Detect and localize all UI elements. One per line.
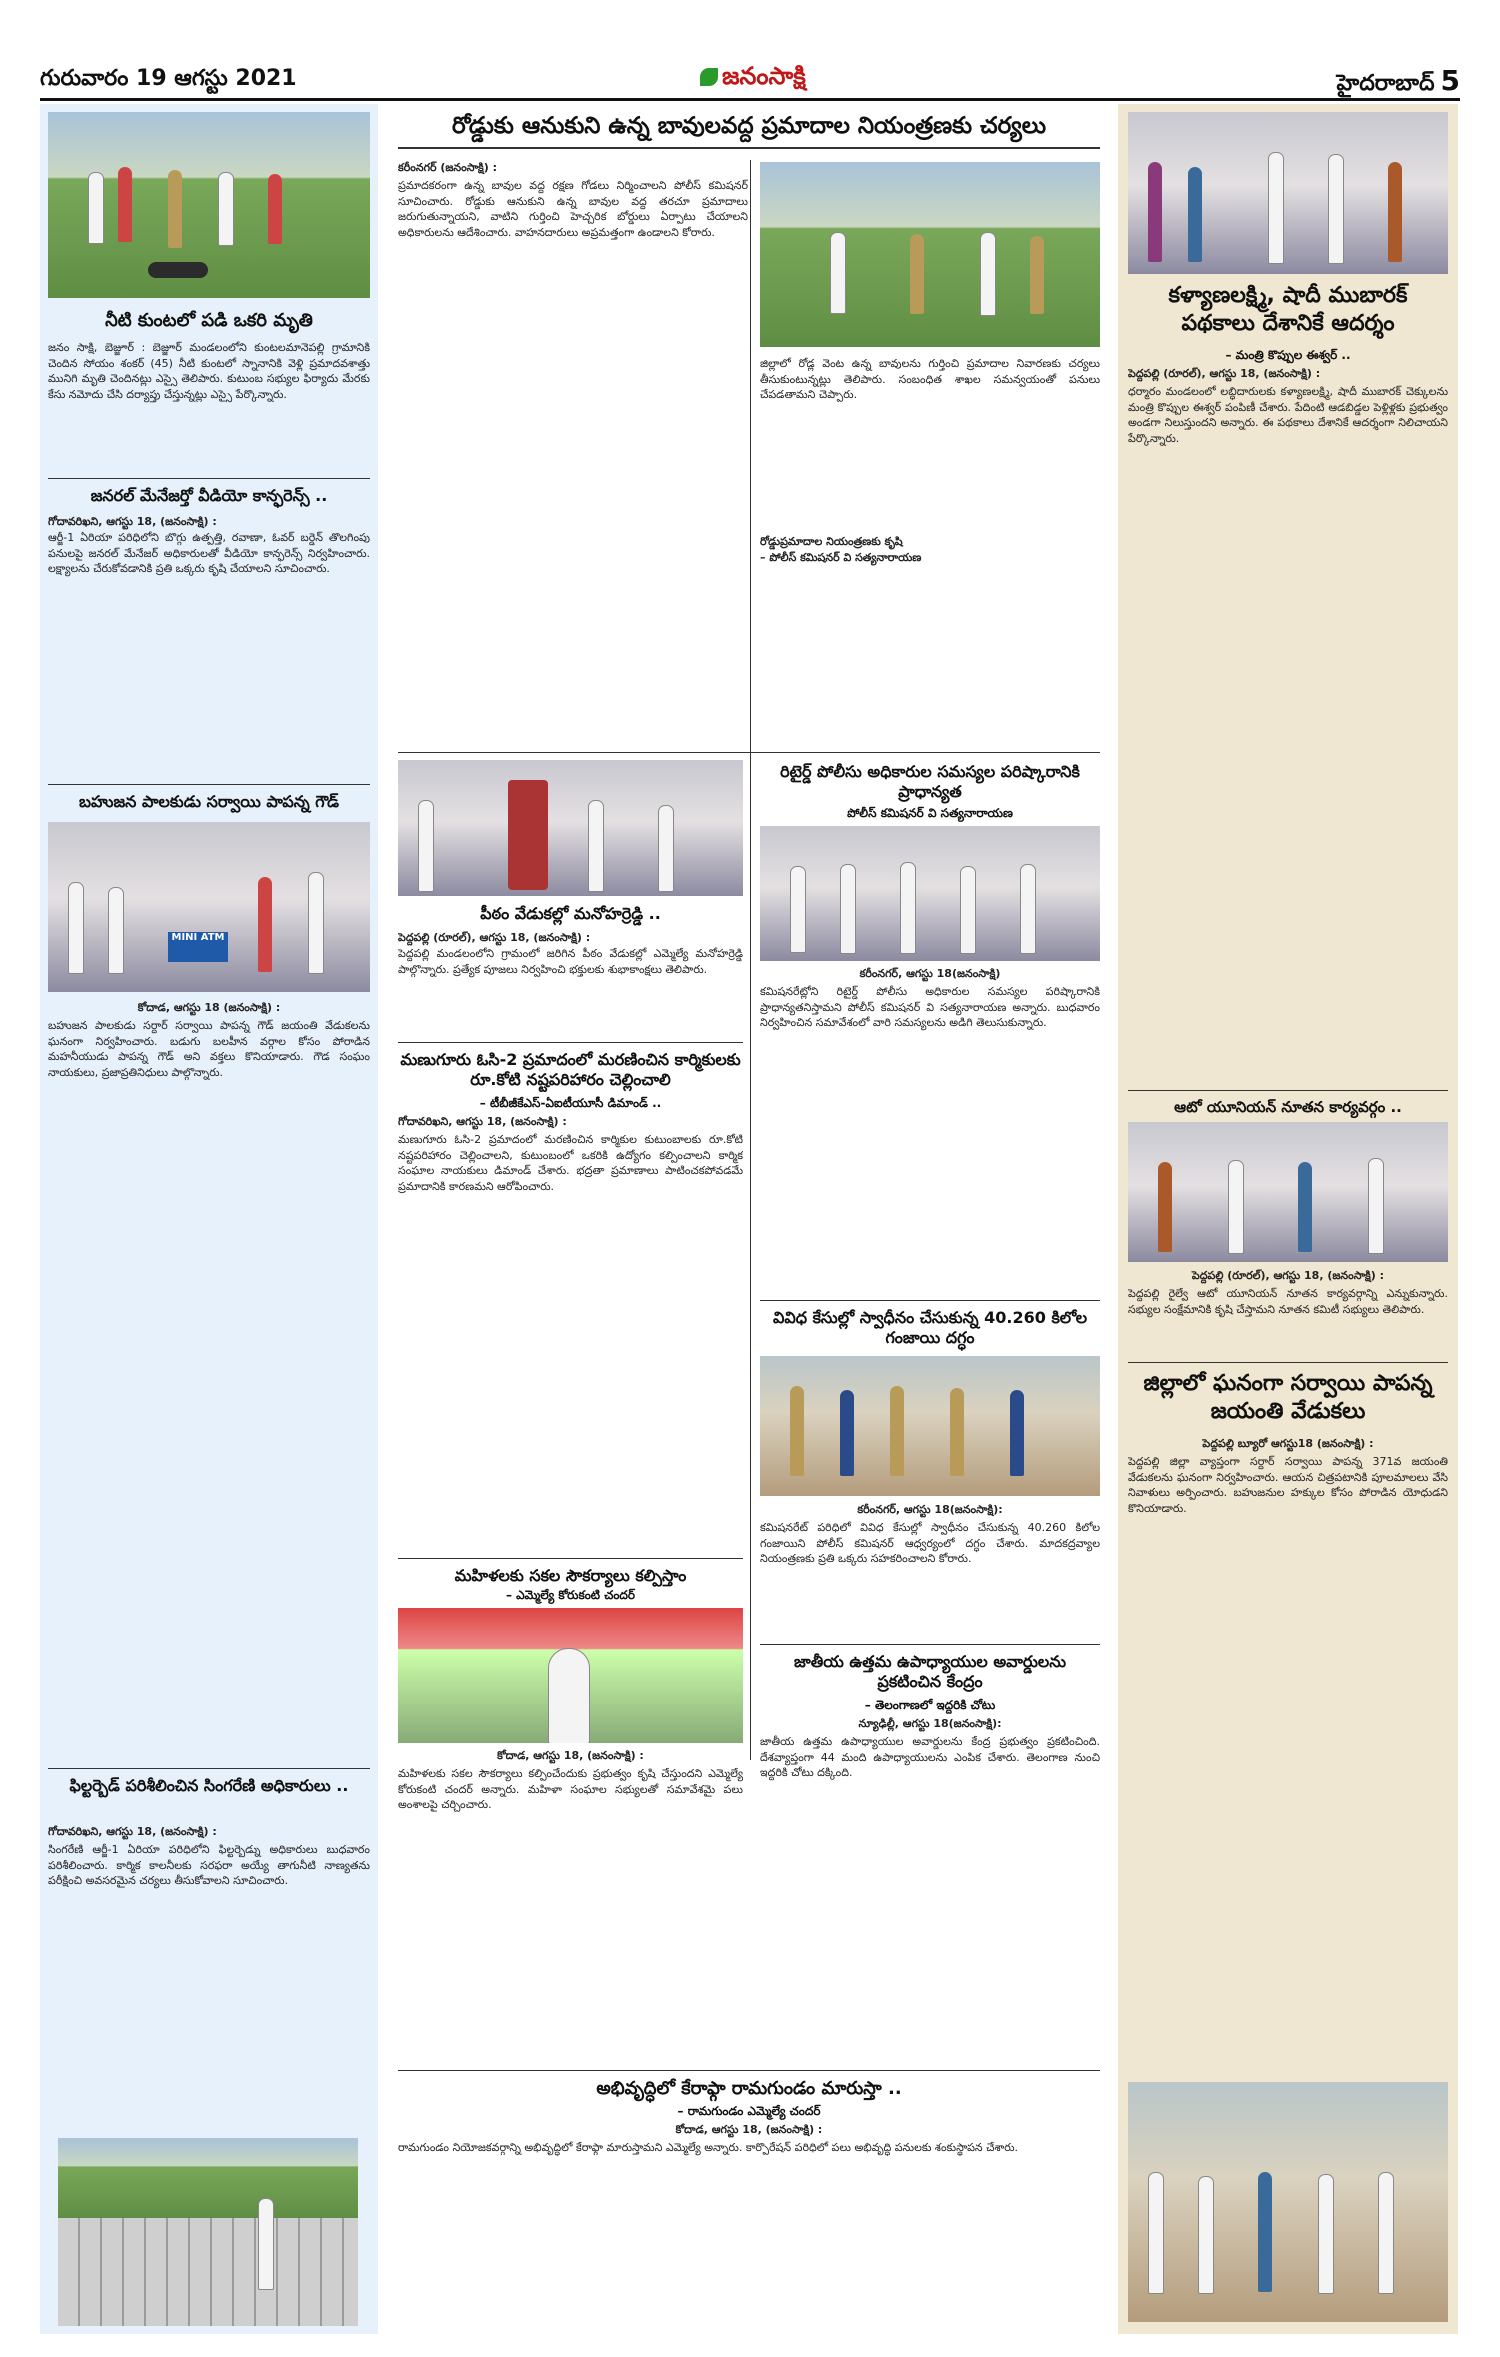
body-ganja: కమిషనరేట్ పరిధిలో వివిధ కేసుల్లో స్వాధీనం చేసుకున్న 40.260 కిలోల గంజాయిని పోలీస్ కమిషనర్ ఆధ్వర్యంలో దగ్ధం చేశారు. మాదకద్రవ్యాల నియంత్రణకు ప్రతి ఒక్కరు సహకరించాలని కోరారు. (760, 1521, 1100, 1565)
dateline-filterbed: గోదావరిఖని, ఆగస్టు 18, (జనంసాక్షి) : (48, 1825, 217, 1838)
dateline-papanna-kodad: కోదాడ, ఆగస్టు 18 (జనంసాక్షి) : (137, 1001, 281, 1014)
photo-mla-speech (398, 1608, 743, 1743)
body-lead-1: ప్రమాదకరంగా ఉన్న బావుల వద్ద రక్షణ గోడలు నిర్మించాలని పోలీస్ కమిషనర్ సూచించారు. రోడ్డుకు ఆనుకుని ఉన్న బావుల వద్ద తరచూ ప్రమాదాలు జరుగుతున్నాయని, వాటిని గుర్తించి హెచ్చరిక బోర్డులు ఏర్పాటు చేయాలని అధికారులను ఆదేశించారు. వాహనదారులు అప్రమత్తంగా ఉండాలని కోరారు. (398, 179, 748, 239)
mini-atm-sign: MINI ATM (168, 932, 228, 962)
headline-best-teachers: జాతీయ ఉత్తమ ఉపాధ్యాయుల అవార్డులను ప్రకటించిన కేంద్రం (793, 1652, 1067, 1691)
headline-video-conference: జనరల్ మేనేజర్తో వీడియో కాన్ఫరెన్స్ .. (90, 486, 328, 505)
photo-peeta-event (398, 760, 743, 896)
body-filterbed: సింగరేణి ఆర్జీ-1 ఏరియా పరిధిలోని ఫిల్టర్బెడ్ను అధికారులు బుధవారం పరిశీలించారు. కార్మిక కాలనీలకు సరఫరా అయ్యే తాగునీటి నాణ్యతను పరీక్షించి అవసరమైన చర్యలు తీసుకోవాలని సూచించారు. (48, 1843, 370, 1887)
photo-filterbed-bricks (58, 2138, 358, 2326)
edition-city: హైదరాబాద్ 5 (1336, 64, 1460, 97)
dateline-retired-police: కరీంనగర్, ఆగస్టు 18(జనంసాక్షి) (859, 967, 1001, 980)
headline-women-facilities: మహిళలకు సకల సౌకర్యాలు కల్పిస్తాం (454, 1566, 687, 1585)
body-auto-union: పెద్దపల్లి రైల్వే ఆటో యూనియన్ నూతన కార్యవర్గాన్ని ఎన్నుకున్నారు. సభ్యుల సంక్షేమానికి కృషి చేస్తామని నూతన కమిటీ సభ్యులు తెలిపారు. (1128, 1287, 1448, 1316)
center-column (398, 104, 1100, 2334)
body-manuguru-mine: మణుగూరు ఓసి-2 ప్రమాదంలో మరణించిన కార్మికుల కుటుంబాలకు రూ.కోటి నష్టపరిహారం చెల్లించాలని, కుటుంబంలో ఒకరికి ఉద్యోగం కల్పించాలని కార్మిక సంఘాల నాయకులు డిమాండ్ చేశారు. భద్రతా ప్రమాణాలు పాటించకపోవడమే ప్రమాదానికి కారణమని ఆరోపించారు. (398, 1133, 743, 1193)
dateline-video-conference: గోదావరిఖని, ఆగస్టు 18, (జనంసాక్షి) : (48, 515, 217, 528)
photo-ganja-burn (760, 1356, 1100, 1496)
headline-kalyanalakshmi: కళ్యాణలక్ష్మి, షాదీ ముబారక్ పథకాలు దేశానికే ఆదర్శం (1168, 283, 1408, 336)
dateline-ramagundam: కోదాడ, ఆగస్టు 18, (జనంసాక్షి) : (675, 2123, 823, 2136)
subhead-lead: రోడ్డుప్రమాదాల నియంత్రణకు కృషి (760, 535, 903, 548)
sub-retired-police: పోలీస్ కమిషనర్ వి సత్యనారాయణ (847, 806, 1013, 820)
photo-papanna-kodad (48, 822, 370, 992)
dateline-auto-union: పెద్దపల్లి (రూరల్), ఆగస్టు 18, (జనంసాక్షి) : (1191, 1269, 1385, 1282)
photo-auto-union (1128, 1122, 1448, 1262)
body-video-conference: ఆర్జీ-1 ఏరియా పరిధిలోని బొగ్గు ఉత్పత్తి, రవాణా, ఓవర్ బర్డెన్ తొలగింపు పనులపై జనరల్ మేనేజర్ అధికారులతో వీడియో కాన్ఫరెన్స్ నిర్వహించారు. లక్ష్యాలను చేరుకోవడానికి ప్రతి ఒక్కరు కృషి చేయాలని సూచించారు. (48, 531, 370, 575)
photo-retired-police (760, 826, 1100, 961)
dateline-kalyanalakshmi: పెద్దపల్లి (రూరల్), ఆగస్టు 18, (జనంసాక్షి) : (1128, 367, 1321, 380)
page-header (40, 60, 1460, 98)
headline-papanna-district: జిల్లాలో ఘనంగా సర్వాయి పాపన్న జయంతి వేడుకలు (1143, 1371, 1433, 1424)
body-peeta: పెద్దపల్లి మండలంలోని గ్రామంలో జరిగిన పీఠం వేడుకల్లో ఎమ్మెల్యే మనోహర్రెడ్డి పాల్గొన్నారు. ప్రత్యేక పూజలు నిర్వహించి భక్తులకు శుభాకాంక్షలు తెలిపారు. (398, 947, 743, 976)
sub-women-facilities: – ఎమ్మెల్యే కోరుకంటి చందర్ (505, 1588, 636, 1602)
headline-ramagundam: అభివృద్ధిలో కేరాఫ్గా రామగుండం మారుస్తా .. (596, 2078, 902, 2099)
photo-well-site (760, 162, 1100, 347)
headline-manuguru-mine: మణుగూరు ఓసి-2 ప్రమాదంలో మరణించిన కార్మికులకు రూ.కోటి నష్టపరిహారం చెల్లించాలి (400, 1050, 741, 1089)
body-ramagundam: రామగుండం నియోజకవర్గాన్ని అభివృద్ధిలో కేరాఫ్గా మారుస్తామని ఎమ్మెల్యే అన్నారు. కార్పొరేషన్ పరిధిలో పలు అభివృద్ధి పనులకు శంకుస్థాపన చేశారు. (398, 2141, 1019, 2154)
body-best-teachers: జాతీయ ఉత్తమ ఉపాధ్యాయుల అవార్డులను కేంద్ర ప్రభుత్వం ప్రకటించింది. దేశవ్యాప్తంగా 44 మంది ఉపాధ్యాయులను ఎంపిక చేశారు. తెలంగాణ నుంచి ఇద్దరికి చోటు దక్కింది. (760, 1735, 1100, 1779)
sub-kalyanalakshmi: – మంత్రి కొప్పుల ఈశ్వర్ .. (1225, 348, 1351, 362)
body-pond-death: జనం సాక్షి, బెజ్జూర్ : బెజ్జూర్ మండలంలోని కుంటలమానెపల్లి గ్రామానికి చెందిన సోయం శంకర్ (45) నీటి కుంటలో స్నానానికి వెళ్లి ప్రమాదవశాత్తు మునిగి మృతి చెందినట్లు ఎస్సై తెలిపారు. కుటుంబ సభ్యుల ఫిర్యాదు మేరకు కేసు నమోదు చేసి దర్యాప్తు చేస్తున్నట్లు ఎస్సై పేర్కొన్నారు. (48, 341, 370, 401)
dateline-ganja: కరీంనగర్, ఆగస్టు 18(జనంసాక్షి): (857, 1503, 1003, 1516)
page-number: 5 (1440, 64, 1460, 97)
headline-auto-union: ఆటో యూనియన్ నూతన కార్యవర్గం .. (1174, 1098, 1402, 1116)
left-column (40, 104, 378, 2334)
headline-pond-death: నీటి కుంటలో పడి ఒకరి మృతి (105, 310, 313, 331)
body-papanna-district: పెద్దపల్లి జిల్లా వ్యాప్తంగా సర్దార్ సర్వాయి పాపన్న 371వ జయంతి వేడుకలను ఘనంగా నిర్వహించారు. ఆయన చిత్రపటానికి పూలమాలలు వేసి నివాళులు అర్పించారు. బహుజనుల హక్కుల కోసం పోరాడిన యోధుడని కొనియాడారు. (1128, 1455, 1448, 1515)
body-lead-2: జిల్లాలో రోడ్ల వెంట ఉన్న బావులను గుర్తించి ప్రమాదాల నివారణకు చర్యలు తీసుకుంటున్నట్లు తెలిపారు. సంబంధిత శాఖల సమన్వయంతో పనులు చేపడతామని చెప్పారు. (760, 357, 1100, 401)
dateline-manuguru-mine: గోదావరిఖని, ఆగస్టు 18, (జనంసాక్షి) : (398, 1115, 567, 1128)
dateline-best-teachers: న్యూఢిల్లీ, ఆగస్టు 18(జనంసాక్షి): (858, 1717, 1002, 1730)
photo-kalyanalakshmi (1128, 112, 1448, 274)
dateline-lead: కరీంనగర్ (జనంసాక్షి) : (398, 161, 498, 174)
body-papanna-kodad: బహుజన పాలకుడు సర్దార్ సర్వాయి పాపన్న గౌడ్ జయంతి వేడుకలను ఘనంగా నిర్వహించారు. బడుగు బలహీన వర్గాల కోసం పోరాడిన మహనీయుడు పాపన్న గౌడ్ అని వక్తలు కొనియాడారు. గౌడ సంఘం నాయకులు, ప్రజాప్రతినిధులు పాల్గొన్నారు. (48, 1019, 370, 1079)
subdateline-lead: – పోలీస్ కమిషనర్ వి సత్యనారాయణ (760, 551, 922, 564)
dateline-peeta: పెద్దపల్లి (రూరల్), ఆగస్టు 18, (జనంసాక్షి) : (398, 931, 591, 944)
main-headline: రోడ్డుకు ఆనుకుని ఉన్న బావులవద్ద ప్రమాదాల నియంత్రణకు చర్యలు (398, 112, 1100, 149)
headline-retired-police: రిటైర్డ్ పోలీసు అధికారుల సమస్యల పరిష్కారానికి ప్రాధాన్యత (780, 762, 1080, 801)
leaf-icon (700, 68, 718, 86)
body-retired-police: కమిషనరేట్లోని రిటైర్డ్ పోలీసు అధికారుల సమస్యల పరిష్కారానికి ప్రాధాన్యతనిస్తామని పోలీస్ కమిషనర్ వి సత్యనారాయణ అన్నారు. బుధవారం నిర్వహించిన సమావేశంలో వారి సమస్యలను అడిగి తెలుసుకున్నారు. (760, 985, 1100, 1029)
sub-manuguru-mine: – టీబీజీకేఎస్-ఏఐటీయూసీ డిమాండ్ .. (479, 1096, 662, 1110)
right-column (1118, 104, 1458, 2334)
dateline-women-facilities: కోదాడ, ఆగస్టు 18, (జనంసాక్షి) : (497, 1749, 644, 1762)
headline-filterbed: ఫిల్టర్బెడ్ పరిశీలించిన సింగరేణి అధికారులు .. (69, 1776, 349, 1795)
issue-date: గురువారం 19 ఆగస్టు 2021 (40, 66, 297, 91)
dateline-papanna-district: పెద్దపల్లి బ్యూరో ఆగస్టు18 (జనంసాక్షి) : (1202, 1437, 1374, 1450)
sub-best-teachers: – తెలంగాణలో ఇద్దరికి చోటు (864, 1698, 996, 1712)
header-rule (40, 98, 1460, 101)
masthead-logo: జనంసాక్షి (700, 62, 806, 96)
headline-ganja: వివిధ కేసుల్లో స్వాధీనం చేసుకున్న 40.260 కిలోల గంజాయి దగ్ధం (772, 1308, 1088, 1347)
headline-peeta: పీఠం వేడుకల్లో మనోహర్రెడ్డి .. (480, 904, 661, 923)
photo-drowning-site (48, 112, 370, 298)
sub-ramagundam: – రామగుండం ఎమ్మెల్యే చందర్ (677, 2104, 821, 2118)
body-kalyanalakshmi: ధర్మారం మండలంలో లబ్ధిదారులకు కళ్యాణలక్ష్మి, షాదీ ముబారక్ చెక్కులను మంత్రి కొప్పుల ఈశ్వర్ పంపిణీ చేశారు. పేదింటి ఆడబిడ్డల పెళ్లిళ్లకు ప్రభుత్వం అండగా నిలుస్తుందని అన్నారు. ఈ పథకాలు దేశానికే ఆదర్శంగా నిలిచాయని పేర్కొన్నారు. (1128, 385, 1448, 445)
body-women-facilities: మహిళలకు సకల సౌకర్యాలు కల్పించేందుకు ప్రభుత్వం కృషి చేస్తుందని ఎమ్మెల్యే కోరుకంటి చందర్ అన్నారు. మహిళా సంఘాల సభ్యులతో సమావేశమై పలు అంశాలపై చర్చించారు. (398, 1767, 743, 1811)
photo-papanna-district (1128, 2082, 1448, 2322)
headline-papanna-kodad: బహుజన పాలకుడు సర్వాయి పాపన్న గౌడ్ (79, 792, 339, 811)
